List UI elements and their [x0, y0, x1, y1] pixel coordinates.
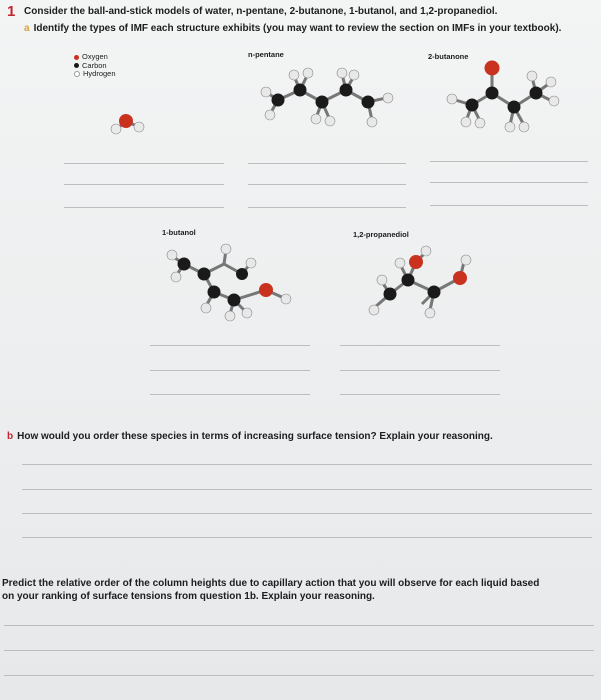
answer-line[interactable] [64, 184, 224, 185]
label-n-pentane: n-pentane [248, 50, 284, 59]
answer-line[interactable] [64, 207, 224, 208]
oxygen-swatch [74, 55, 79, 60]
label-1-2-propanediol: 1,2-propanediol [353, 230, 409, 239]
water-model [108, 108, 158, 138]
question-text: Consider the ball-and-stick models of water, n-pentane, 2-butanone, 1-butanol, and 1,2-propanediol. [24, 6, 498, 17]
1-butanol-model [162, 242, 312, 322]
label-1-butanol: 1-butanol [162, 228, 196, 237]
question-number: 1 [7, 3, 16, 20]
answer-line[interactable] [22, 537, 592, 538]
answer-line[interactable] [4, 650, 594, 651]
part-a-text: Identify the types of IMF each structure exhibits (you may want to review the section on IMFs in your textbook). [33, 23, 562, 34]
legend-item-hydrogen [74, 70, 116, 79]
label-2-butanone: 2-butanone [428, 52, 469, 61]
answer-line[interactable] [430, 205, 588, 206]
part-b-letter: b [7, 431, 14, 442]
answer-line[interactable] [64, 163, 224, 164]
part-a-prompt [24, 23, 561, 34]
answer-line[interactable] [430, 182, 588, 183]
legend-label: Hydrogen [83, 69, 116, 79]
answer-line[interactable] [340, 394, 500, 395]
answer-line[interactable] [4, 625, 594, 626]
n-pentane-model [250, 62, 410, 142]
answer-line[interactable] [340, 345, 500, 346]
part-a-letter: a [24, 23, 30, 34]
legend-label: Oxygen [82, 52, 108, 61]
legend-label: Carbon [82, 60, 107, 70]
atom-legend [74, 53, 116, 79]
carbon-swatch [74, 63, 79, 68]
answer-line[interactable] [248, 163, 406, 164]
answer-line[interactable] [430, 161, 588, 162]
1-2-propanediol-model [360, 242, 490, 332]
answer-line[interactable] [150, 394, 310, 395]
answer-line[interactable] [340, 370, 500, 371]
answer-line[interactable] [150, 370, 310, 371]
answer-line[interactable] [4, 675, 594, 676]
2-butanone-model [440, 55, 580, 145]
answer-line[interactable] [22, 489, 592, 490]
answer-line[interactable] [248, 184, 406, 185]
capillary-prompt-line-1: Predict the relative order of the column heights due to capillary action that you will observe for each liquid based [2, 578, 540, 589]
answer-line[interactable] [22, 464, 592, 465]
part-b-prompt [7, 431, 493, 442]
answer-line[interactable] [150, 345, 310, 346]
capillary-prompt-line-2: on your ranking of surface tensions from question 1b. Explain your reasoning. [2, 591, 375, 602]
hydrogen-swatch [74, 71, 80, 77]
part-b-text: How would you order these species in terms of increasing surface tension? Explain your reasoning. [17, 431, 493, 442]
answer-line[interactable] [22, 513, 592, 514]
answer-line[interactable] [248, 207, 406, 208]
